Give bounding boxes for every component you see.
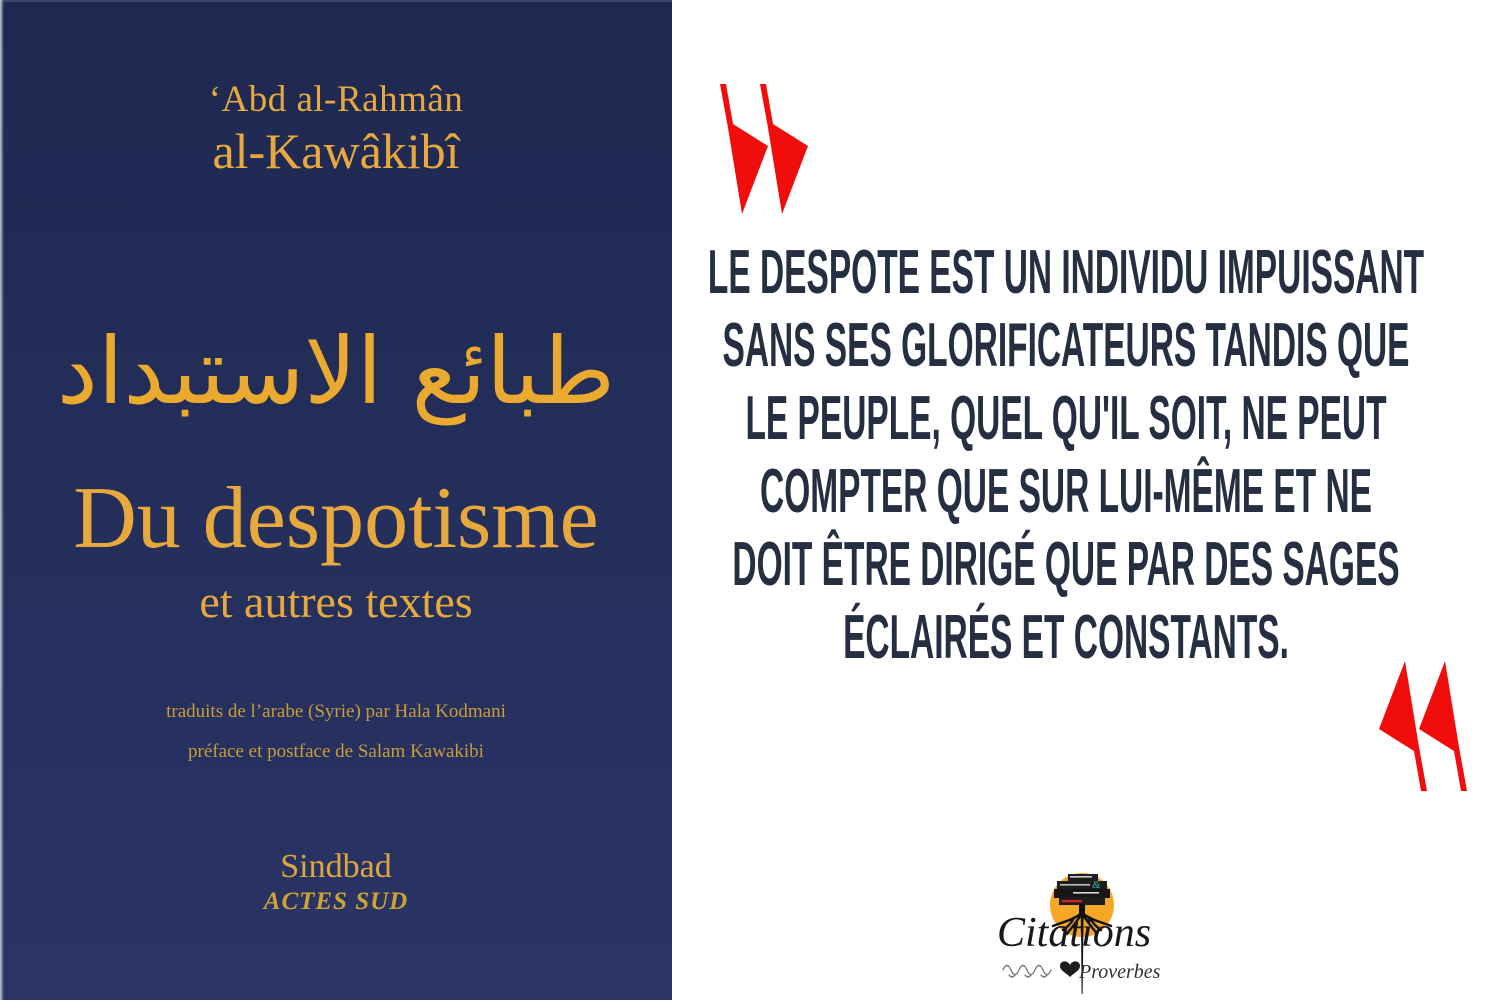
- logo-mirrored-script: [1003, 966, 1051, 978]
- logo-citations-text: Citations: [997, 910, 1152, 956]
- preface-credit: préface et postface de Salam Kawakibi: [188, 741, 484, 762]
- quote-text: [707, 236, 1425, 674]
- arabic-title: طبائع الاستبداد: [56, 318, 616, 425]
- translation-credit: traduits de l’arabe (Syrie) par Hala Kodmani: [166, 701, 506, 722]
- quote-line: SANS SES GLORIFICATEURS TANDIS QUE: [722, 311, 1410, 380]
- imprint-name: ACTES SUD: [263, 888, 409, 915]
- citations-proverbes-logo: [975, 866, 1195, 998]
- book-title: Du despotisme: [73, 470, 599, 567]
- quote-line: COMPTER QUE SUR LUI-MÊME ET NE: [760, 457, 1372, 526]
- quote-panel: [672, 0, 1500, 1000]
- author-name-line1: ‘Abd al-Rahmân: [208, 79, 464, 120]
- logo-proverbes-text: Proverbes: [1079, 961, 1161, 983]
- publisher-name: Sindbad: [280, 848, 392, 885]
- close-quote-icon: [1372, 659, 1472, 791]
- open-quote-icon: [715, 84, 815, 216]
- book-cover: [0, 0, 672, 1000]
- quote-line: DOIT ÊTRE DIRIGÉ QUE PAR DES SAGES: [732, 530, 1400, 599]
- quote-line: LE PEUPLE, QUEL QU'IL SOIT, NE PEUT: [745, 384, 1387, 453]
- book-subtitle: et autres textes: [199, 576, 473, 627]
- svg-text:&: &: [1092, 879, 1101, 891]
- author-name-line2: al-Kawâkibî: [212, 123, 460, 179]
- quote-line: ÉCLAIRÉS ET CONSTANTS.: [843, 603, 1289, 672]
- quote-line: LE DESPOTE EST UN INDIVIDU IMPUISSANT: [707, 238, 1425, 307]
- heart-icon: [1060, 961, 1080, 977]
